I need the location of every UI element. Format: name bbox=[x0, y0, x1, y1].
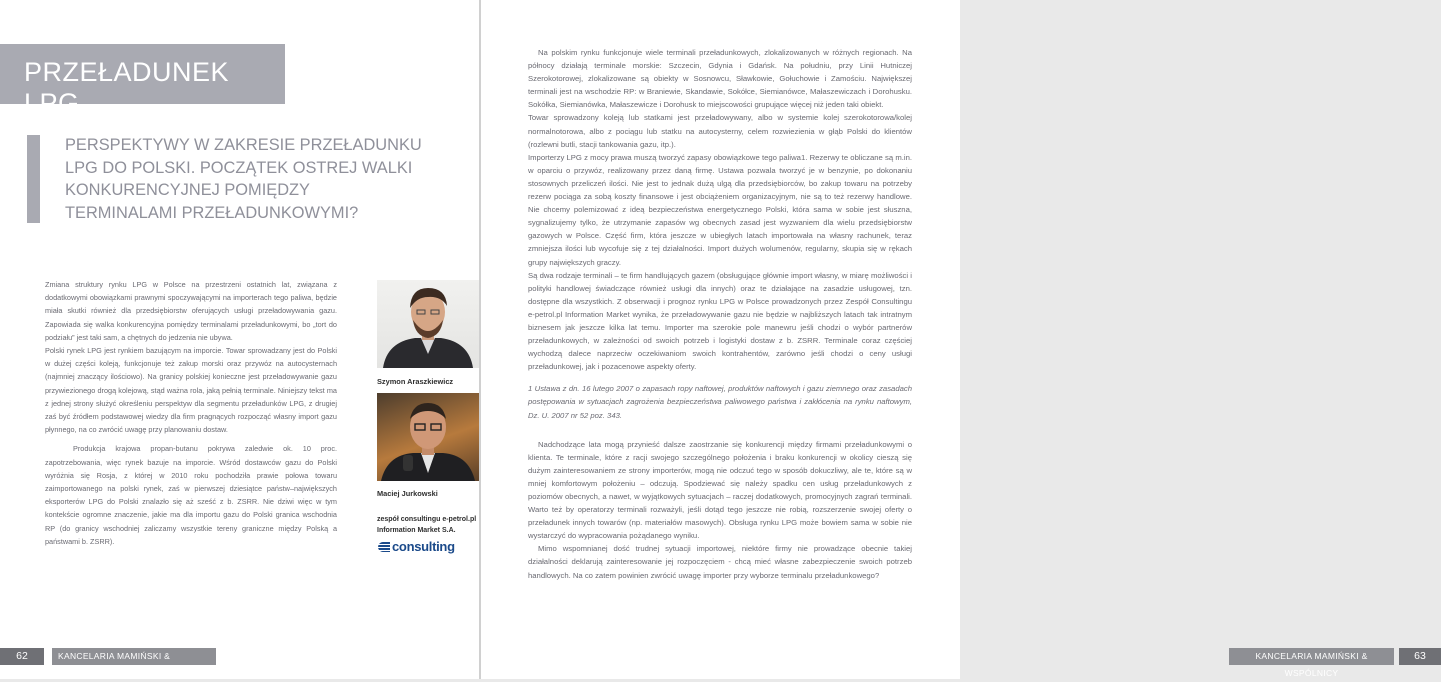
paragraph: Na polskim rynku funkcjonuje wiele terminali przeładunkowych, zlokalizowanych w różnych regionach. Na północy działają terminale morskie: Szczecin, Gdynia i Gdańsk. Na południu, przy Linii Hutniczej Szerokotorowej, zlokalizowane są obiekty w Sosnowcu, Sławkowie, Gołuchowie i Zamościu. Największej terminali jest na wschodzie RP: w Braniewie, Skandawie, Sokółce, Siemianówce, Małaszewiczach i Dorohusku. Sokółka, Siemianówka, Małaszewicze i Dorohusk to miejscowości grupujące więcej niż jeden taki obiekt. bbox=[528, 48, 912, 110]
footer-label-left: KANCELARIA MAMIŃSKI & WSPÓLNICY bbox=[52, 648, 216, 665]
portrait-1-image bbox=[377, 280, 479, 368]
caption-person-1: Szymon Araszkiewicz bbox=[377, 377, 454, 386]
article-subtitle: PERSPEKTYWY W ZAKRESIE PRZEŁADUNKU LPG DO POLSKI. POCZĄTEK OSTREJ WALKI KONKURENCYJNEJ POMIĘDZY TERMINALAMI PRZEŁADUNKOWYMI? bbox=[65, 136, 422, 222]
accent-bar bbox=[27, 135, 40, 223]
caption-team-line-1: zespół consultingu e-petrol.pl bbox=[377, 516, 477, 523]
paragraph: Zmiana struktury rynku LPG w Polsce na przestrzeni ostatnich lat, związana z dodatkowymi obowiązkami prawnymi spoczywającymi na importerach tego paliwa, będzie miała skutki również dla przedsiębiorstw oferujących usługi przeładowywania gazu. Zapowiada się walka konkurencyjna pomiędzy terminalami przeładunkowymi, bo „tort do podziału” jest taki sam, a chętnych do jedzenia nie ubywa. bbox=[45, 280, 337, 342]
paragraph: Polski rynek LPG jest rynkiem bazującym na imporcie. Towar sprowadzany jest do Polski w dużej części koleją, funkcjonuje też zakup morski oraz przywóz na autocysternach (najmniej znaczący ilościowo). Na granicy polskiej konieczne jest przeładowywanie gazu przywiezionego drogą kolejową, stąd ważna rola, jaką pełnią terminale. Niniejszy tekst ma z jednej strony służyć określeniu perspektyw dla segmentu przeładunków LPG, z drugiej zaś być źródłem podstawowej wiedzy dla firm pragnących rozpocząć własny import gazu płynnego, na co zwrócić uwagę przy planowaniu dostaw. bbox=[45, 346, 337, 435]
caption-team bbox=[377, 514, 477, 536]
page-number-left: 62 bbox=[0, 648, 44, 665]
portrait-2-image bbox=[377, 393, 479, 481]
paragraph: Mimo wspomnianej dość trudnej sytuacji importowej, niektóre firmy nie prowadzące obecnie takiej działalności deklarują zainteresowanie jej rozpoczęciem - chcą mieć własne zabezpieczenie swoich potrzeb handlowych. Na co zatem powinien zwrócić uwagę importer przy wyborze terminalu przeładunkowego? bbox=[528, 544, 912, 580]
paragraph: Produkcja krajowa propan-butanu pokrywa zaledwie ok. 10 proc. zapotrzebowania, więc rynek bazuje na imporcie. Wśród dostawców gazu do Polski wyróżnia się Rosja, z której w 2010 roku pochodziła prawie połowa towaru zaimportowanego na polski rynek, zaś w pierwszej dziesiątce państw–największych eksporterów LPG do Polski znalazło się aż sześć z b. ZSRR. Nie dziwi więc w tym kontekście ogromne znaczenie, jakie ma dla importu gazu do Polski granica wschodnia RP (do granicy wschodniej zaliczamy wszystkie tereny graniczne między Polską a państwami b. ZSRR). bbox=[45, 444, 337, 546]
caption-team-line-2: Information Market S.A. bbox=[377, 527, 456, 534]
left-text-column bbox=[45, 278, 337, 548]
author-photo-1 bbox=[377, 280, 479, 368]
logo-text: consulting bbox=[392, 539, 455, 554]
caption-person-2: Maciej Jurkowski bbox=[377, 489, 438, 498]
page-number-right: 63 bbox=[1399, 648, 1441, 665]
paragraph: Są dwa rodzaje terminali – te firm handlujących gazem (obsługujące głównie import własny, w miarę możliwości i polityki handlowej świadczące również usługi dla innych) oraz te działające na zasadzie usługowej, tzn. dostępne dla wszystkich. Z obserwacji i prognoz rynku LPG w Polsce prowadzonych przez Zespół Consultingu e-petrol.pl Information Market wynika, że przeładowywanie gazu nie będzie w najbliższych latach tak intratnym biznesem jak jeszcze kilka lat temu. Importer ma szerokie pole manewru jeśli chodzi o wybór partnerów przeładunkowych, w zależności od swoich potrzeb i logistyki dostaw z b. ZSRR. Terminale coraz częściej wychodzą dalece naprzeciw oczekiwaniom swoich kontrahentów, zarówno jeśli chodzi o ceny usługi przeładunkowej, jak i pozacenowe aspekty oferty. bbox=[528, 270, 912, 372]
consulting-logo bbox=[378, 539, 455, 554]
left-page bbox=[0, 0, 479, 679]
paragraph: Towar sprowadzony koleją lub statkami jest przeładowywany, albo w systemie kolej szerokotorowa/kolej normalnotorowa, albo z pociągu lub statku na autocysterny, celem rozwiezienia w głąb Polski do klientów (rozlewni butli, stacji tankowania gazu, itp.). bbox=[528, 113, 912, 149]
paragraph: Nadchodzące lata mogą przynieść dalsze zaostrzanie się konkurencji między firmami przeładunkowymi o klienta. Te terminale, które z racji swojego szczególnego położenia i braku konkurencji w okolicy cieszą się dużym zainteresowaniem ze strony importerów, mogą nie odczuć tego w sposób dokuczliwy, ale te, które są w mniej komfortowym położeniu – odczują. Spodziewać się należy spadku cen usług przeładunkowych z poziomów obecnych, a nawet, w wyjątkowych sytuacjach – raczej dodatkowych, promocyjnych zagrań terminali. Warto też by operatorzy terminali rozważyli, jeśli dotąd tego jeszcze nie robią, rozszerzenie swojej oferty o przeładunek innych towarów (np. materiałów masowych). Obsługa rynku LPG może bowiem sama w sobie nie wystarczyć do wypracowania pożądanego wyniku. bbox=[528, 439, 912, 541]
section-title: PRZEŁADUNEK LPG bbox=[24, 57, 230, 118]
right-text-column bbox=[528, 46, 912, 582]
paragraph: Importerzy LPG z mocy prawa muszą tworzyć zapasy obowiązkowe tego paliwa1. Rezerwy te obliczane są m.in. w oparciu o przywóz, realizowany przez daną firmę. Ustawa pozwala tworzyć je w benzynie, po dokonaniu stosownych przeliczeń ilości. Nie jest to jednak dużą ulgą dla przedsiębiorców, bo zakup towaru na potrzeby rezerw pociąga za sobą koszty finansowe i jest obciążeniem organizacyjnym, nie są to też rezerwy handlowe. Nie chcemy polemizować z ideą bezpieczeństwa energetycznego Polski, która sama w sobie jest słuszna, sygnalizujemy tylko, że utrzymanie zapasów wg obecnych zasad jest wyzwaniem dla wielu przedsiębiorstw gazowych w Polsce. Część firm, która jeszcze w ubiegłych latach importowała na własny rachunek, teraz zmniejsza ilości lub wycofuje się z tej działalności. Import dużych wolumenów, regularny, skupia się w rękach grupy największych graczy. bbox=[528, 152, 912, 267]
logo-mark-icon bbox=[378, 542, 390, 552]
footnote: 1 Ustawa z dn. 16 lutego 2007 o zapasach ropy naftowej, produktów naftowych i gazu ziemnego oraz zasadach postępowania w sytuacjach zagrożenia bezpieczeństwa paliwowego państwa i zakłócenia na rynku naftowym, Dz. U. 2007 nr 52 poz. 343. bbox=[528, 384, 912, 420]
footer-label-right: KANCELARIA MAMIŃSKI & WSPÓLNICY bbox=[1229, 648, 1394, 665]
author-photo-2 bbox=[377, 393, 479, 481]
section-title-band bbox=[0, 44, 285, 118]
